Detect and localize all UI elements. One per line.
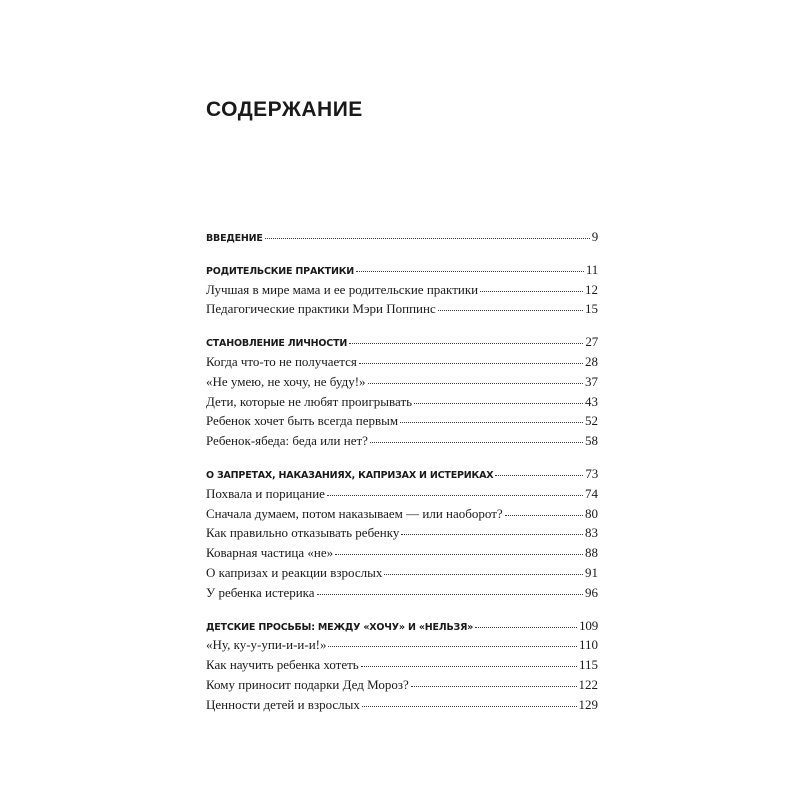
- toc-entry: [206, 484, 598, 504]
- section-heading-label: СТАНОВЛЕНИЕ ЛИЧНОСТИ: [206, 338, 348, 350]
- dot-leader: [362, 706, 577, 707]
- section-heading-label: О ЗАПРЕТАХ, НАКАЗАНИЯХ, КАПРИЗАХ И ИСТЕРИКАХ: [206, 469, 494, 481]
- entry-label: Ребенок хочет быть всегда первым: [206, 413, 399, 429]
- page-number: 73: [585, 465, 598, 481]
- page-number: 58: [585, 433, 598, 449]
- toc-entry: [206, 695, 598, 715]
- dot-leader: [370, 442, 583, 443]
- table-of-contents: [206, 227, 598, 728]
- section-heading-label: РОДИТЕЛЬСКИЕ ПРАКТИКИ: [206, 265, 355, 277]
- dot-leader: [335, 554, 583, 555]
- page-number: 28: [585, 353, 598, 369]
- entry-label: У ребенка истерика: [206, 584, 315, 600]
- dot-leader: [368, 383, 583, 384]
- dot-leader: [411, 686, 577, 687]
- toc-entry: [206, 543, 598, 563]
- dot-leader: [438, 310, 583, 311]
- entry-label: Похвала и порицание: [206, 485, 325, 501]
- toc-entry: [206, 635, 598, 655]
- toc-section: [206, 260, 598, 319]
- toc-section-heading: [206, 227, 598, 247]
- page-number: 129: [578, 696, 598, 712]
- toc-entry: [206, 372, 598, 392]
- toc-entry: [206, 352, 598, 372]
- page-number: 12: [585, 281, 598, 297]
- dot-leader: [495, 475, 583, 476]
- page-number: 11: [585, 261, 598, 277]
- dot-leader: [401, 534, 583, 535]
- toc-section-heading: [206, 332, 598, 352]
- toc-entry: [206, 583, 598, 603]
- dot-leader: [480, 291, 583, 292]
- entry-label: Когда что-то не получается: [206, 353, 357, 369]
- dot-leader: [475, 627, 577, 628]
- toc-entry: [206, 392, 598, 412]
- dot-leader: [400, 422, 583, 423]
- page-number: 122: [578, 676, 598, 692]
- entry-label: Педагогические практики Мэри Поппинс: [206, 301, 436, 317]
- page-number: 115: [578, 657, 598, 673]
- dot-leader: [327, 495, 583, 496]
- dot-leader: [384, 574, 583, 575]
- section-heading-label: ДЕТСКИЕ ПРОСЬБЫ: МЕЖДУ «ХОЧУ» И «НЕЛЬЗЯ»: [206, 621, 474, 633]
- entry-label: Сначала думаем, потом наказываем — или наоборот?: [206, 505, 503, 521]
- page-number: 96: [585, 584, 598, 600]
- dot-leader: [361, 666, 577, 667]
- toc-entry: [206, 655, 598, 675]
- toc-section: [206, 332, 598, 451]
- toc-entry: [206, 431, 598, 451]
- page-number: 74: [585, 485, 598, 501]
- dot-leader: [505, 515, 583, 516]
- dot-leader: [328, 646, 576, 647]
- toc-section-heading: [206, 616, 598, 636]
- toc-entry: [206, 675, 598, 695]
- toc-section-heading: [206, 260, 598, 280]
- toc-section: [206, 616, 598, 715]
- entry-label: «Не умею, не хочу, не буду!»: [206, 373, 366, 389]
- dot-leader: [265, 238, 590, 239]
- entry-label: Лучшая в мире мама и ее родительские практики: [206, 281, 479, 297]
- dot-leader: [359, 363, 583, 364]
- page-number: 83: [585, 525, 598, 541]
- page-number: 91: [585, 564, 598, 580]
- entry-label: Коварная частица «не»: [206, 545, 334, 561]
- toc-section: [206, 464, 598, 603]
- dot-leader: [414, 403, 583, 404]
- page-title: СОДЕРЖАНИЕ: [206, 98, 363, 121]
- page-number: 9: [591, 229, 598, 244]
- entry-label: Ребенок-ябеда: беда или нет?: [206, 433, 368, 449]
- toc-section: [206, 227, 598, 247]
- toc-entry: [206, 280, 598, 300]
- page-number: 37: [585, 373, 598, 389]
- entry-label: Как правильно отказывать ребенку: [206, 525, 400, 541]
- page-number: 110: [578, 637, 598, 653]
- entry-label: Ценности детей и взрослых: [206, 696, 360, 712]
- toc-section-heading: [206, 464, 598, 484]
- page-number: 88: [585, 545, 598, 561]
- entry-label: Дети, которые не любят проигрывать: [206, 393, 413, 409]
- toc-entry: [206, 523, 598, 543]
- section-heading-label: ВВЕДЕНИЕ: [206, 233, 263, 244]
- entry-label: «Ну, ку-у-упи-и-и-и!»: [206, 637, 327, 653]
- page-number: 15: [585, 301, 598, 317]
- dot-leader: [349, 343, 583, 344]
- page-number: 27: [585, 334, 598, 350]
- page-number: 80: [585, 505, 598, 521]
- dot-leader: [356, 271, 584, 272]
- toc-entry: [206, 411, 598, 431]
- toc-entry: [206, 563, 598, 583]
- toc-entry: [206, 299, 598, 319]
- page-number: 52: [585, 413, 598, 429]
- dot-leader: [317, 594, 583, 595]
- toc-entry: [206, 504, 598, 524]
- entry-label: Кому приносит подарки Дед Мороз?: [206, 676, 409, 692]
- page-number: 109: [579, 617, 598, 633]
- entry-label: О капризах и реакции взрослых: [206, 564, 383, 580]
- entry-label: Как научить ребенка хотеть: [206, 657, 359, 673]
- page-number: 43: [585, 393, 598, 409]
